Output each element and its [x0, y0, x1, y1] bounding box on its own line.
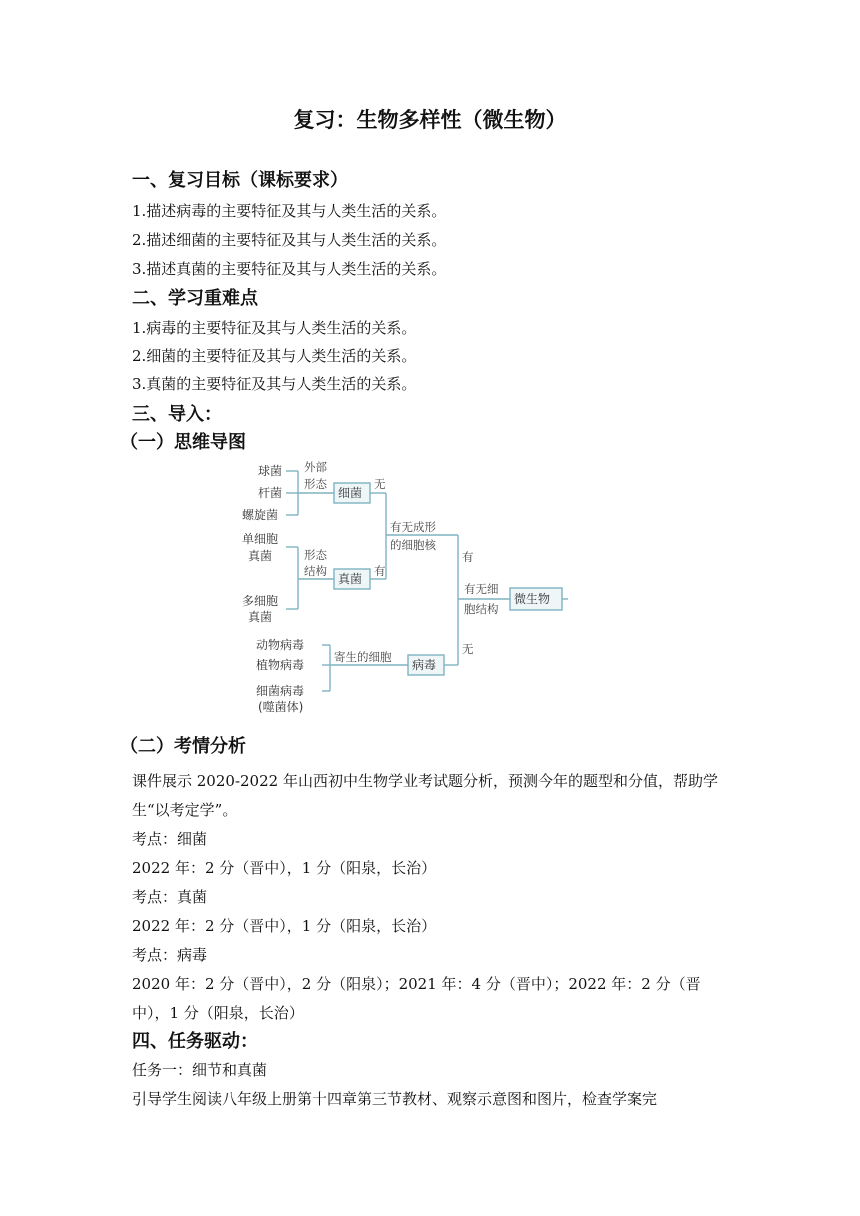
section1-item: 1.描述病毒的主要特征及其与人类生活的关系。 — [132, 202, 447, 220]
mindmap-heading: （一）思维导图 — [120, 432, 246, 453]
section1-item: 3.描述真菌的主要特征及其与人类生活的关系。 — [132, 260, 447, 278]
label-multicellular: 多细胞 — [242, 594, 279, 608]
label-parasitic: 寄生的细胞 — [334, 650, 392, 664]
section1-item: 2.描述细菌的主要特征及其与人类生活的关系。 — [132, 231, 447, 249]
analysis-line: 考点：细菌 — [132, 830, 208, 848]
label-animal-virus: 动物病毒 — [256, 638, 305, 652]
label-yes-2: 有 — [462, 550, 474, 564]
section2-item: 2.细菌的主要特征及其与人类生活的关系。 — [132, 347, 417, 365]
label-external: 外部 — [304, 460, 327, 474]
label-bacteria: 细菌 — [338, 486, 363, 500]
label-nucleus-q2: 的细胞核 — [390, 538, 436, 552]
label-no-2: 无 — [462, 642, 474, 656]
section3-heading: 三、导入： — [132, 404, 222, 425]
task1-description: 引导学生阅读八年级上册第十四章第三节教材、观察示意图和图片，检查学案完 — [132, 1090, 658, 1108]
section2-heading: 二、学习重难点 — [132, 288, 258, 309]
analysis-line: 2022 年：2 分（晋中），1 分（阳泉，长治） — [132, 859, 437, 877]
analysis-line: 考点：病毒 — [132, 946, 208, 964]
analysis-line: 考点：真菌 — [132, 888, 208, 906]
label-unicellular: 单细胞 — [242, 532, 279, 546]
section2-item: 1.病毒的主要特征及其与人类生活的关系。 — [132, 319, 417, 337]
mind-map-diagram — [228, 455, 568, 717]
label-shape: 形态 — [304, 477, 327, 491]
section1-heading: 一、复习目标（课标要求） — [132, 170, 348, 191]
label-structure: 结构 — [304, 564, 327, 578]
label-virus: 病毒 — [412, 658, 437, 672]
label-nucleus-q1: 有无成形 — [390, 520, 436, 534]
label-no-1: 无 — [374, 477, 386, 491]
section4-heading: 四、任务驱动： — [132, 1031, 258, 1052]
analysis-intro: 课件展示 2020-2022 年山西初中生物学业考试题分析，预测今年的题型和分值，帮助学生“以考定学”。 — [132, 772, 718, 819]
page-title: 复习：生物多样性（微生物） — [293, 108, 567, 132]
label-yes-1: 有 — [374, 564, 386, 578]
task1-title: 任务一：细节和真菌 — [132, 1061, 268, 1079]
label-shape-2: 形态 — [304, 548, 327, 562]
analysis-line: 2020 年：2 分（晋中），2 分（阳泉）；2021 年：4 分（晋中）；2022 年：2 分（晋中），1 分（阳泉，长治） — [132, 975, 701, 1022]
label-bacterial-virus: 细菌病毒 — [256, 684, 305, 698]
label-microbe: 微生物 — [514, 592, 551, 606]
label-fungi: 真菌 — [338, 572, 363, 586]
analysis-heading: （二）考情分析 — [120, 736, 246, 757]
label-spirilla: 螺旋菌 — [242, 508, 279, 522]
label-plant-virus: 植物病毒 — [256, 658, 305, 672]
label-cell-q2: 胞结构 — [464, 602, 499, 616]
label-cell-q1: 有无细 — [464, 582, 499, 596]
label-cocci: 球菌 — [258, 464, 283, 478]
label-fungus-b: 真菌 — [248, 610, 273, 624]
label-phage: (噬菌体) — [258, 700, 304, 714]
label-bacilli: 杆菌 — [258, 486, 283, 500]
analysis-block — [132, 767, 732, 1028]
analysis-line: 2022 年：2 分（晋中），1 分（阳泉，长治） — [132, 917, 437, 935]
section2-item: 3.真菌的主要特征及其与人类生活的关系。 — [132, 375, 417, 393]
label-fungus-a: 真菌 — [248, 549, 273, 563]
